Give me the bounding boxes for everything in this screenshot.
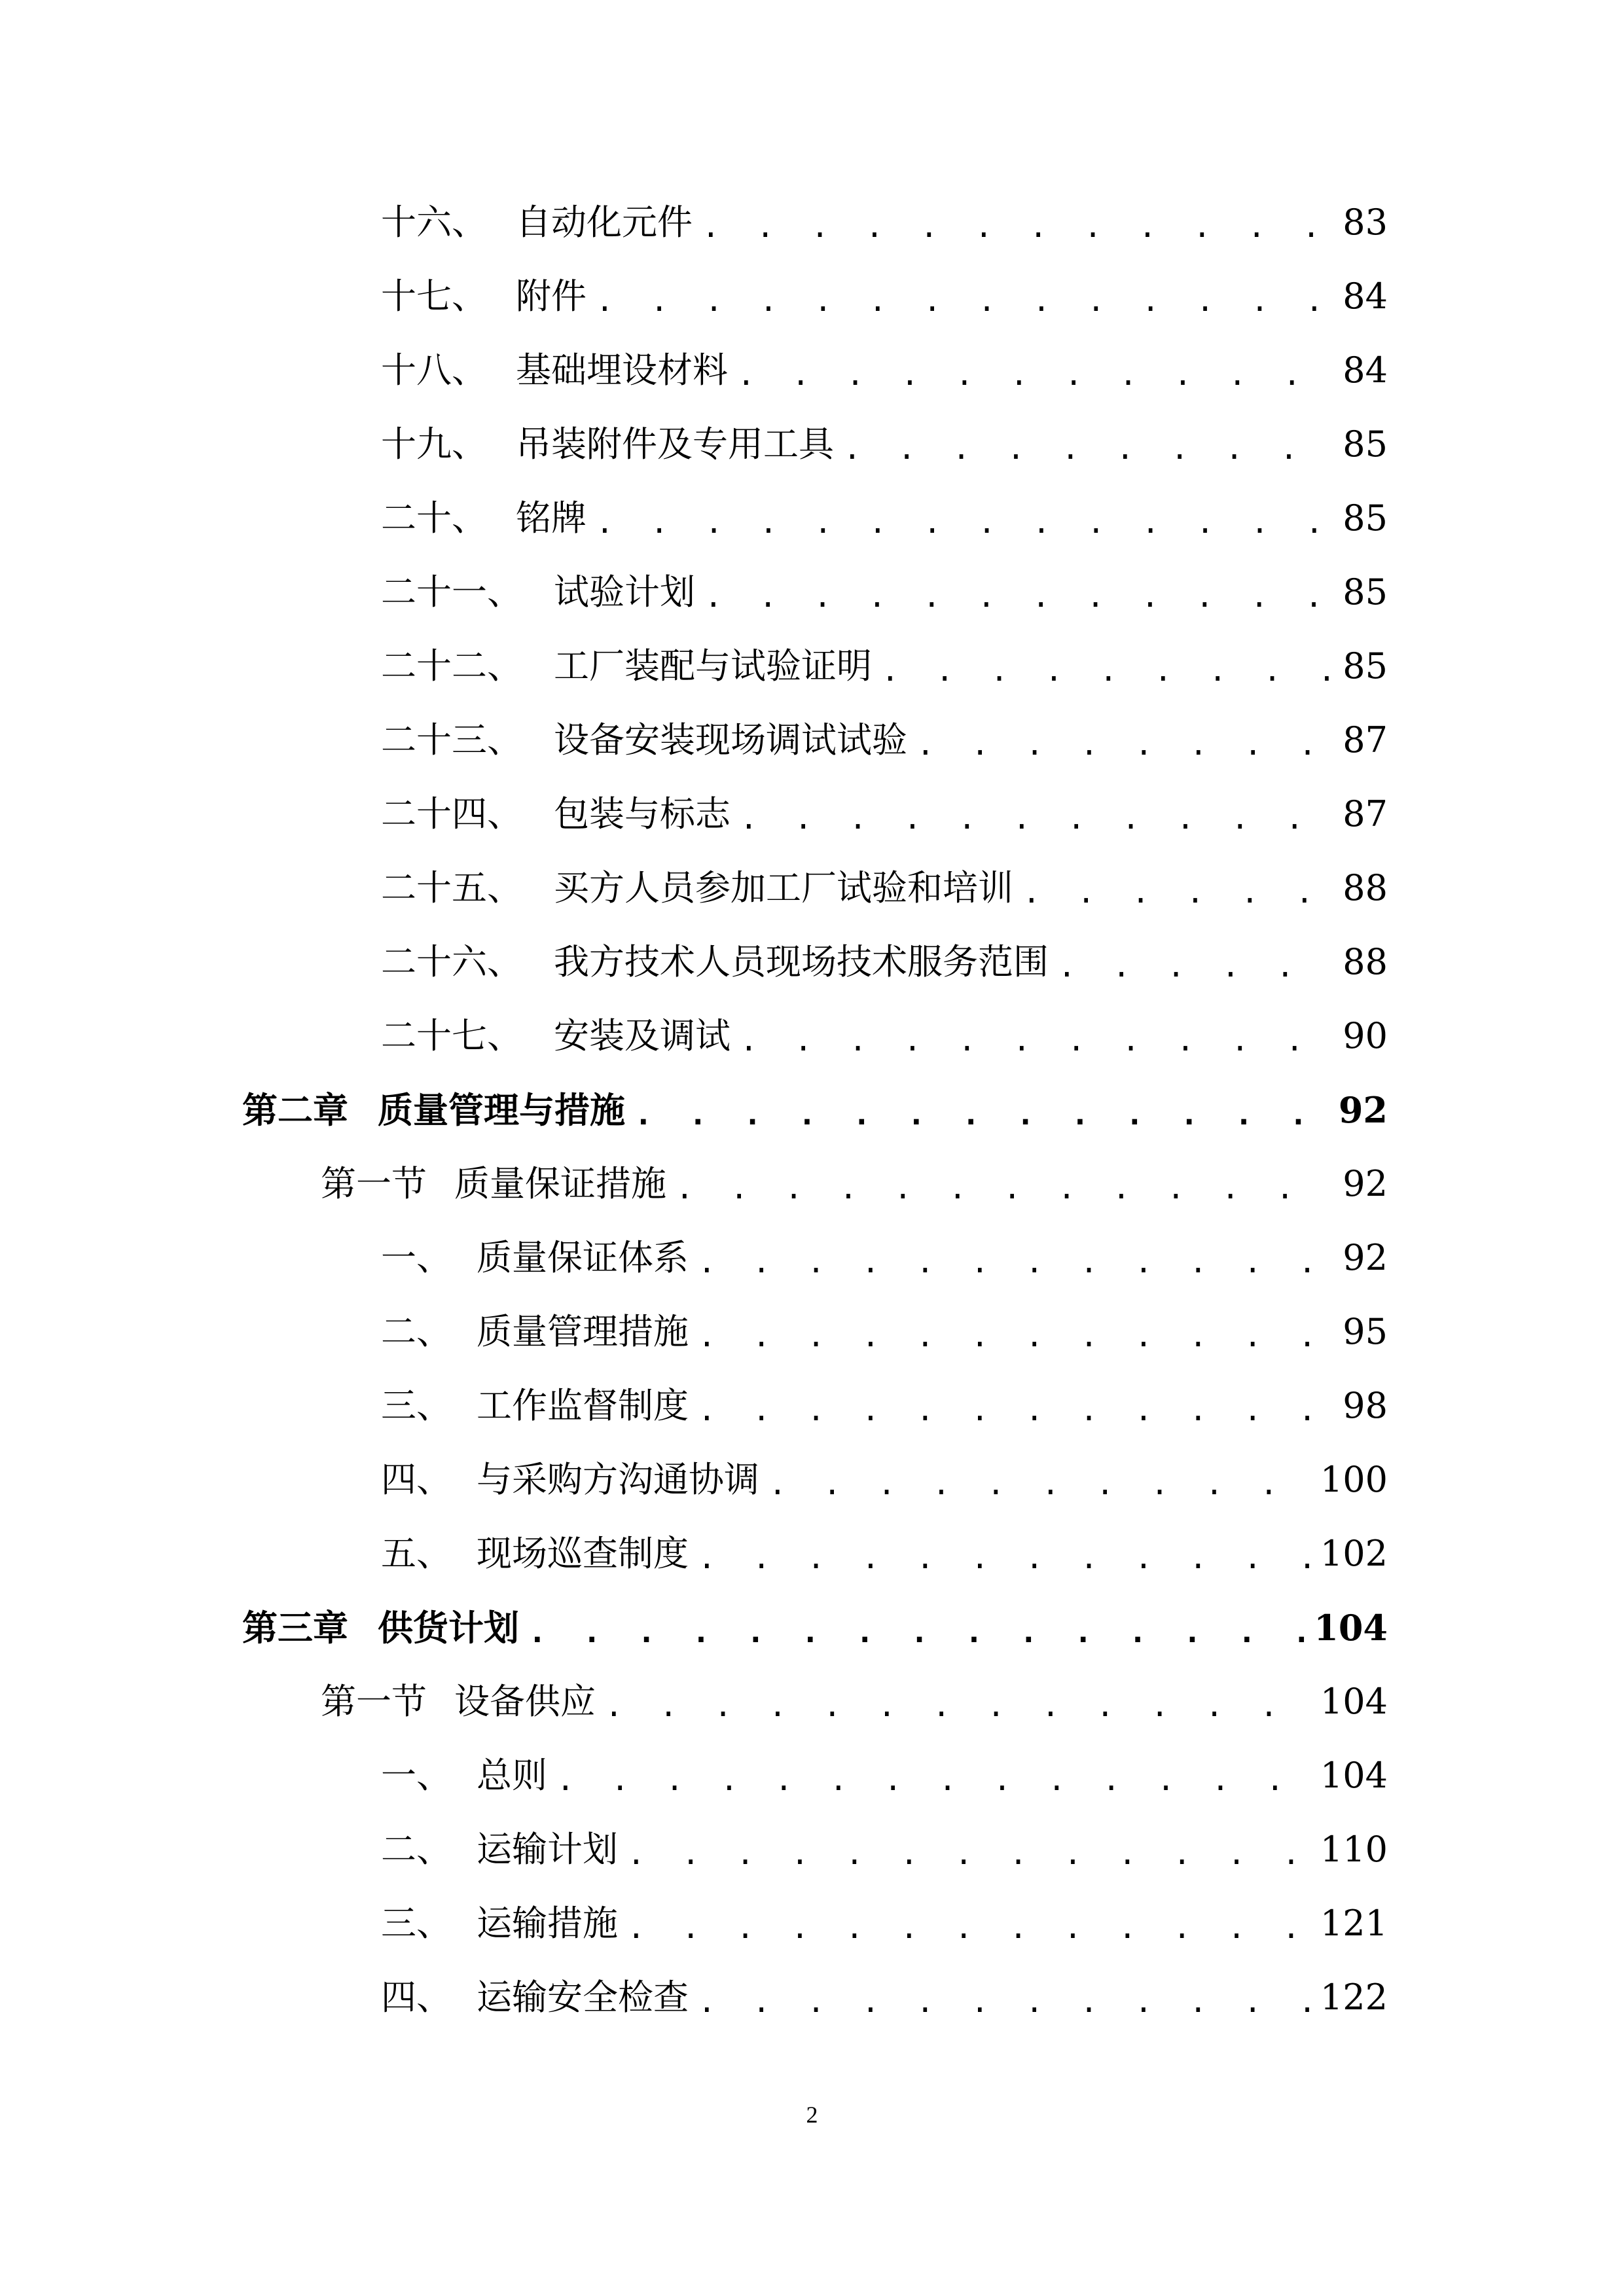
toc-entry-page: 88 [1343, 941, 1388, 982]
toc-entry-number: 十九、 [381, 423, 487, 465]
toc-dot-leader [556, 1753, 1314, 1806]
toc-entry-item[interactable] [381, 1232, 1388, 1284]
toc-entry-number: 一、 [381, 1755, 452, 1796]
toc-entry-item[interactable] [381, 788, 1388, 840]
toc-entry-number: 十七、 [381, 276, 487, 317]
toc-entry-title: 我方技术人员现场技术服务范围 [554, 941, 1049, 982]
toc-dot-leader [596, 274, 1336, 327]
toc-entry-page: 104 [1320, 1755, 1388, 1796]
toc-entry-item[interactable] [381, 1971, 1388, 2024]
toc-entry-number: 二、 [381, 1829, 452, 1870]
toc-dot-leader [676, 1162, 1336, 1214]
toc-dot-leader [596, 496, 1336, 548]
toc-entry-item[interactable] [381, 640, 1388, 692]
toc-entry-section[interactable] [321, 1676, 1388, 1728]
toc-entry-number: 二十、 [381, 497, 487, 539]
toc-entry-page: 100 [1320, 1459, 1388, 1500]
toc-entry-item[interactable] [381, 1306, 1388, 1358]
toc-entry-title: 供货计划 [378, 1607, 519, 1649]
toc-entry-title: 质量管理与措施 [378, 1089, 625, 1131]
toc-entry-page: 104 [1320, 1681, 1388, 1722]
toc-dot-leader [843, 422, 1336, 475]
toc-entry-item[interactable] [381, 492, 1388, 545]
toc-dot-leader [737, 348, 1336, 401]
toc-entry-number: 二十一、 [381, 571, 522, 613]
toc-entry-page: 85 [1343, 645, 1388, 687]
toc-entry-number: 第一节 [321, 1681, 427, 1722]
toc-entry-number: 十八、 [381, 350, 487, 391]
toc-entry-page: 102 [1320, 1533, 1388, 1574]
toc-dot-leader [740, 1014, 1336, 1066]
toc-entry-title: 试验计划 [554, 571, 695, 613]
toc-entry-number: 二十七、 [381, 1015, 522, 1056]
toc-entry-number: 三、 [381, 1385, 452, 1426]
toc-dot-leader [1022, 866, 1336, 918]
toc-entry-item[interactable] [381, 418, 1388, 471]
toc-dot-leader [916, 718, 1336, 770]
toc-entry-page: 90 [1343, 1015, 1388, 1056]
toc-entry-page: 98 [1343, 1385, 1388, 1426]
toc-dot-leader [627, 1827, 1314, 1880]
toc-entry-page: 83 [1343, 202, 1388, 243]
toc-entry-title: 总则 [477, 1755, 547, 1796]
toc-entry-item[interactable] [381, 1454, 1388, 1506]
toc-entry-title: 运输计划 [477, 1829, 618, 1870]
toc-entry-title: 基础埋设材料 [516, 350, 728, 391]
toc-entry-number: 第三章 [242, 1607, 348, 1649]
toc-entry-number: 二、 [381, 1311, 452, 1352]
toc-dot-leader [702, 200, 1336, 253]
toc-entry-number: 第二章 [242, 1089, 348, 1131]
toc-entry-title: 买方人员参加工厂试验和培训 [554, 867, 1013, 908]
toc-entry-title: 运输措施 [477, 1903, 618, 1944]
toc-entry-page: 85 [1343, 497, 1388, 539]
toc-dot-leader [605, 1679, 1314, 1732]
toc-entry-page: 87 [1343, 793, 1388, 834]
toc-entry-chapter[interactable] [242, 1084, 1388, 1136]
toc-entry-item[interactable] [381, 1823, 1388, 1876]
toc-dot-leader [698, 1236, 1336, 1288]
toc-dot-leader [698, 1975, 1314, 2028]
toc-dot-leader [634, 1088, 1332, 1140]
toc-entry-title: 包装与标志 [554, 793, 731, 834]
toc-entry-chapter[interactable] [242, 1602, 1388, 1654]
toc-entry-item[interactable] [381, 714, 1388, 766]
page-number: 2 [806, 2102, 818, 2128]
toc-entry-page: 87 [1343, 719, 1388, 761]
toc-entry-title: 铭牌 [516, 497, 586, 539]
toc-entry-number: 四、 [381, 1977, 452, 2018]
toc-dot-leader [1058, 940, 1336, 992]
toc-entry-section[interactable] [321, 1158, 1388, 1210]
toc-entry-title: 吊装附件及专用工具 [516, 423, 834, 465]
toc-entry-number: 二十四、 [381, 793, 522, 834]
toc-entry-title: 工作监督制度 [477, 1385, 689, 1426]
toc-entry-number: 二十六、 [381, 941, 522, 982]
toc-entry-item[interactable] [381, 1010, 1388, 1062]
toc-dot-leader [768, 1458, 1314, 1510]
toc-entry-page: 84 [1343, 350, 1388, 391]
toc-entry-number: 三、 [381, 1903, 452, 1944]
toc-entry-title: 质量保证体系 [477, 1237, 689, 1278]
toc-entry-number: 五、 [381, 1533, 452, 1574]
toc-entry-number: 四、 [381, 1459, 452, 1500]
toc-entry-page: 121 [1320, 1903, 1388, 1944]
toc-entry-number: 二十五、 [381, 867, 522, 908]
toc-entry-item[interactable] [381, 862, 1388, 914]
toc-entry-number: 第一节 [321, 1163, 427, 1204]
toc-entry-page: 104 [1314, 1607, 1388, 1649]
toc-entry-title: 自动化元件 [516, 202, 693, 243]
toc-entry-item[interactable] [381, 566, 1388, 619]
toc-dot-leader [740, 792, 1336, 844]
toc-entry-item[interactable] [381, 196, 1388, 249]
toc-entry-page: 92 [1343, 1163, 1388, 1204]
toc-entry-page: 122 [1320, 1977, 1388, 2018]
toc-entry-item[interactable] [381, 936, 1388, 988]
toc-entry-number: 十六、 [381, 202, 487, 243]
toc-entry-page: 84 [1343, 276, 1388, 317]
toc-entry-title: 与采购方沟通协调 [477, 1459, 759, 1500]
toc-entry-title: 工厂装配与试验证明 [554, 645, 872, 687]
toc-entry-title: 设备安装现场调试试验 [554, 719, 907, 761]
toc-dot-leader [528, 1605, 1307, 1658]
toc-dot-leader [704, 570, 1336, 622]
toc-entry-item[interactable] [381, 1380, 1388, 1432]
toc-entry-item[interactable] [381, 1528, 1388, 1580]
toc-entry-number: 一、 [381, 1237, 452, 1278]
toc-dot-leader [698, 1532, 1314, 1584]
toc-entry-page: 92 [1343, 1237, 1388, 1278]
toc-dot-leader [698, 1310, 1336, 1362]
toc-entry-title: 设备供应 [454, 1681, 596, 1722]
toc-entry-page: 92 [1338, 1089, 1388, 1131]
toc-entry-title: 质量管理措施 [477, 1311, 689, 1352]
toc-entry-page: 95 [1343, 1311, 1388, 1352]
toc-entry-item[interactable] [381, 344, 1388, 397]
toc-entry-page: 85 [1343, 423, 1388, 465]
toc-entry-item[interactable] [381, 1897, 1388, 1950]
toc-entry-item[interactable] [381, 1749, 1388, 1802]
toc-entry-number: 二十三、 [381, 719, 522, 761]
toc-entry-page: 85 [1343, 571, 1388, 613]
toc-dot-leader [627, 1901, 1314, 1954]
toc-entry-number: 二十二、 [381, 645, 522, 687]
toc-entry-title: 附件 [516, 276, 586, 317]
toc-entry-page: 110 [1320, 1829, 1388, 1870]
toc-dot-leader [881, 644, 1336, 696]
toc-entry-page: 88 [1343, 867, 1388, 908]
toc-entry-item[interactable] [381, 270, 1388, 323]
toc-entry-title: 安装及调试 [554, 1015, 731, 1056]
toc-entry-title: 质量保证措施 [454, 1163, 666, 1204]
toc-dot-leader [698, 1384, 1336, 1436]
toc-entry-title: 现场巡查制度 [477, 1533, 689, 1574]
toc-entry-title: 运输安全检查 [477, 1977, 689, 2018]
